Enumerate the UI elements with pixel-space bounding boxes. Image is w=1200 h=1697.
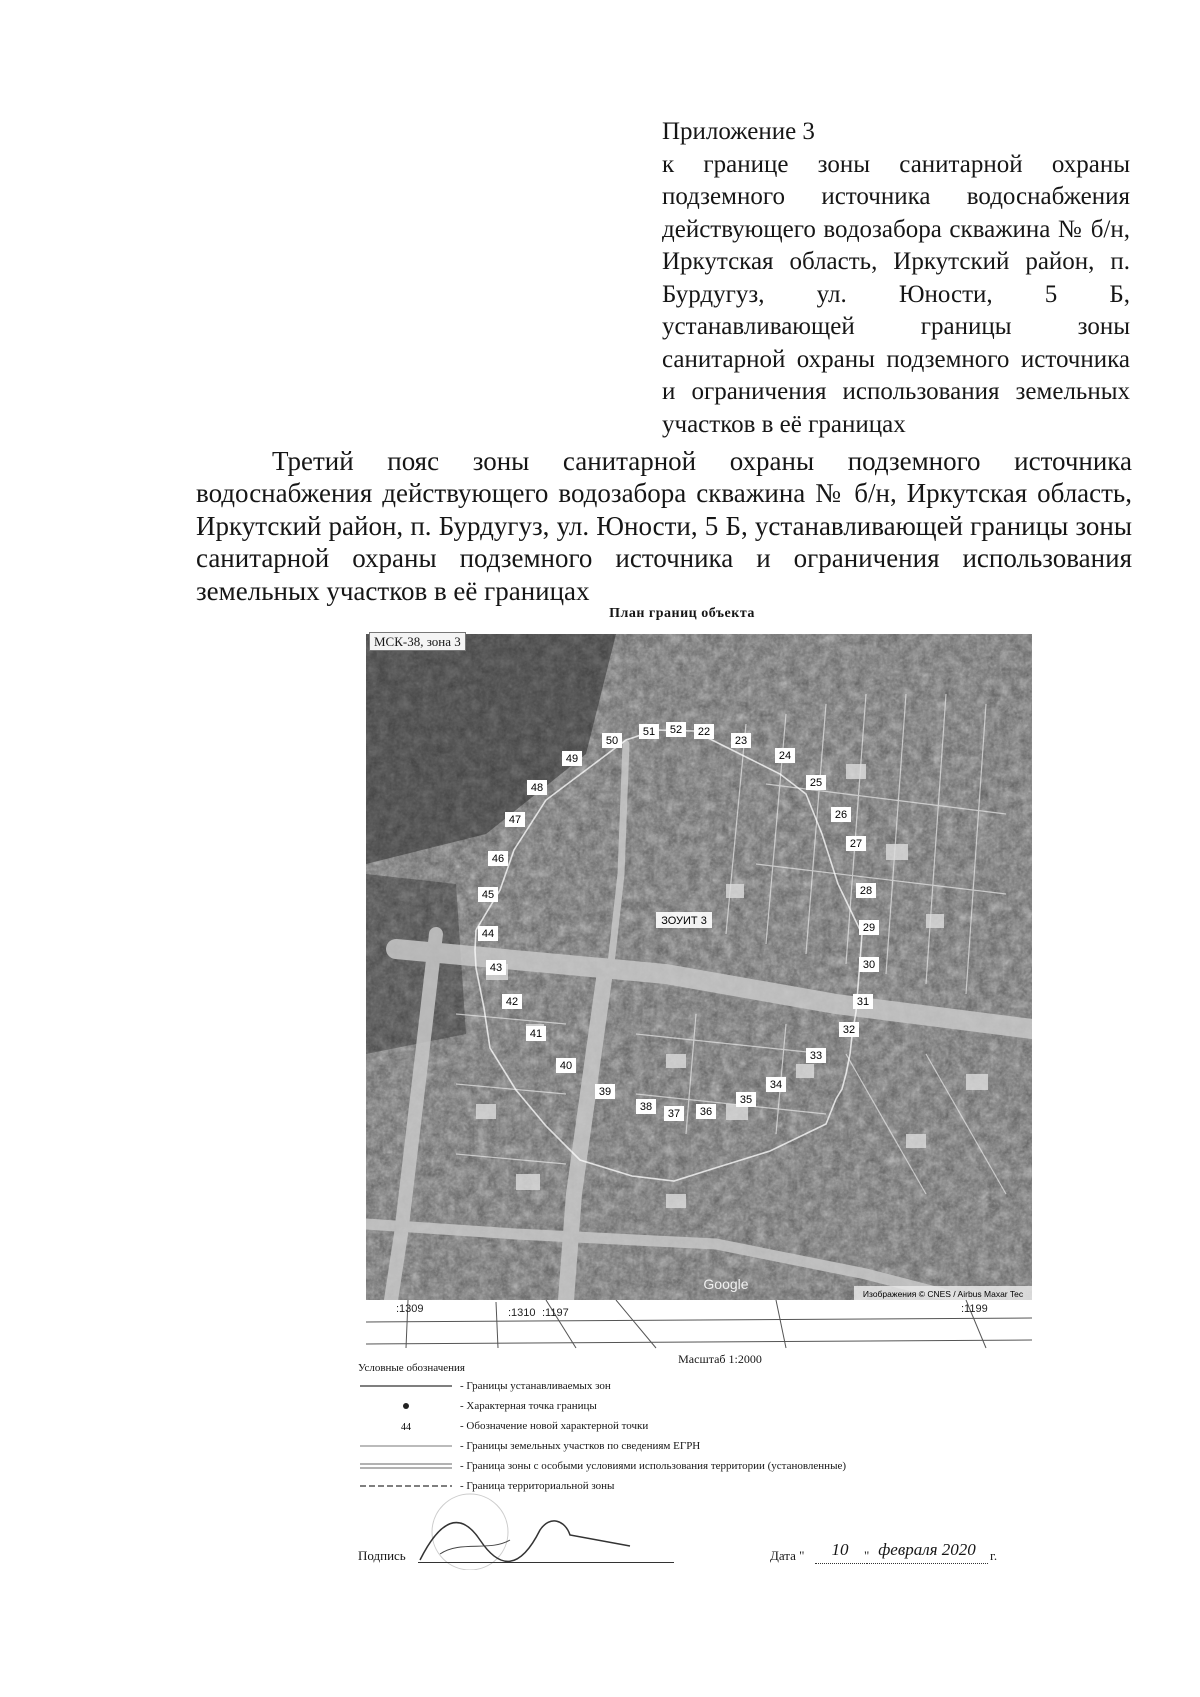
date-quote-close: ": [864, 1548, 870, 1563]
point-label-26: [831, 807, 851, 822]
svg-text:26: 26: [834, 809, 848, 821]
point-number-icon: [358, 1416, 454, 1436]
svg-text:50: 50: [605, 735, 619, 747]
svg-text:51: 51: [642, 726, 656, 738]
svg-text:44: 44: [401, 1422, 411, 1433]
svg-text:32: 32: [842, 1024, 856, 1036]
svg-text:45: 45: [481, 889, 495, 901]
point-label-39: [595, 1084, 615, 1099]
svg-text:24: 24: [778, 750, 792, 762]
point-label-48: [527, 780, 547, 795]
svg-text:23: 23: [734, 735, 748, 747]
svg-text:48: 48: [530, 782, 544, 794]
legend-item-special-zone: - Граница зоны с особыми условиями использования территории (установленные): [358, 1456, 918, 1476]
point-label-38: [636, 1099, 656, 1114]
parcel-1309: :1309: [396, 1303, 424, 1315]
legend-item-land-parcels: - Границы земельных участков по сведениям ЕГРН: [358, 1436, 918, 1456]
dot-icon: [358, 1396, 454, 1416]
appendix-title: Приложение 3: [662, 118, 815, 145]
parcel-1310: :1310: [508, 1307, 536, 1319]
coordinate-system-label: МСК-38, зона 3: [369, 632, 466, 651]
svg-text:27: 27: [849, 838, 863, 850]
thin-line-icon: [358, 1436, 454, 1456]
svg-text:25: 25: [809, 777, 823, 789]
signature-scribble: [400, 1490, 640, 1570]
svg-text:52: 52: [669, 724, 683, 736]
svg-text:29: 29: [862, 922, 876, 934]
date-year-suffix: г.: [990, 1548, 998, 1563]
svg-text:42: 42: [505, 996, 519, 1008]
point-labels: [366, 634, 1032, 1300]
intro-paragraph: Третий пояс зоны санитарной охраны подземного источника водоснабжения действующего водозабора скважина № б/н, Иркутская область, Иркутский район, п. Бурдугуз, ул. Юности, 5 Б, устанавливающей границы зоны санитарной охраны подземного источника и ограничения использования земельных участков в её границах: [196, 446, 1132, 606]
date-day-line: [815, 1563, 865, 1564]
point-label-50: [602, 733, 622, 748]
signature-line: [418, 1562, 674, 1563]
cadastral-lines: [366, 1300, 1032, 1350]
svg-text:39: 39: [598, 1086, 612, 1098]
point-label-34: [766, 1077, 786, 1092]
svg-text:35: 35: [739, 1094, 753, 1106]
point-label-40: [556, 1058, 576, 1073]
svg-text:44: 44: [481, 928, 495, 940]
point-label-45: [478, 887, 498, 902]
point-label-28: [856, 883, 876, 898]
svg-text:31: 31: [856, 996, 870, 1008]
svg-text:34: 34: [769, 1079, 783, 1091]
date-month: февраля 2020: [878, 1540, 976, 1559]
map-scale: Масштаб 1:2000: [678, 1352, 762, 1366]
point-label-51: [639, 724, 659, 739]
legend: [358, 1362, 918, 1496]
appendix-header: [662, 116, 1130, 441]
double-line-icon: [358, 1456, 454, 1476]
appendix-description: к границе зоны санитарной охраны подземного источника водоснабжения действующего водозабора скважина № б/н, Иркутская область, Иркутский район, п. Бурдугуз, ул. Юности, 5 Б, устанавливающей границы зоны санитарной охраны подземного источника и ограничения использования земельных участков в её границах: [662, 150, 1130, 438]
svg-text:33: 33: [809, 1050, 823, 1062]
svg-text:30: 30: [862, 959, 876, 971]
legend-item-territorial-zone: - Граница территориальной зоны: [358, 1476, 918, 1496]
svg-text:49: 49: [565, 753, 579, 765]
google-watermark: [703, 1276, 748, 1292]
legend-item-boundary-point: - Характерная точка границы: [358, 1396, 918, 1416]
point-label-23: [731, 733, 751, 748]
point-label-29: [859, 920, 879, 935]
signature-label: Подпись: [358, 1548, 406, 1563]
svg-text:ЗОУИТ 3: ЗОУИТ 3: [661, 915, 707, 927]
legend-item-new-point-label: 44 - Обозначение новой характерной точки: [358, 1416, 918, 1436]
point-label-33: [806, 1048, 826, 1063]
svg-text:Изображения © CNES / Airbus Ma: Изображения © CNES / Airbus Maxar Tec: [862, 1289, 1024, 1299]
point-label-22: [694, 724, 714, 739]
point-label-43: [486, 960, 506, 975]
plan-title: План границ объекта: [609, 606, 755, 621]
point-label-37: [664, 1106, 684, 1121]
svg-text:43: 43: [489, 962, 503, 974]
date-day: 10: [831, 1540, 849, 1559]
date-label: Дата ": [770, 1548, 805, 1563]
point-label-36: [696, 1104, 716, 1119]
svg-text:28: 28: [859, 885, 873, 897]
point-label-32: [839, 1022, 859, 1037]
point-label-31: [853, 994, 873, 1009]
point-label-41: [526, 1026, 546, 1041]
point-label-49: [562, 751, 582, 766]
satellite-map: [366, 634, 1032, 1300]
svg-text:41: 41: [529, 1028, 543, 1040]
point-label-52: [666, 722, 686, 737]
legend-item-zone-boundary: - Границы устанавливаемых зон: [358, 1376, 918, 1396]
svg-text:47: 47: [508, 814, 522, 826]
point-label-44: [478, 926, 498, 941]
svg-text:38: 38: [639, 1101, 653, 1113]
point-label-47: [505, 812, 525, 827]
solid-line-icon: [358, 1376, 454, 1396]
svg-text:37: 37: [667, 1108, 681, 1120]
svg-text:40: 40: [559, 1060, 573, 1072]
svg-text:22: 22: [697, 726, 711, 738]
imagery-copyright: [854, 1286, 1032, 1300]
svg-text:36: 36: [699, 1106, 713, 1118]
date-month-line: [866, 1563, 988, 1564]
point-label-30: [859, 957, 879, 972]
legend-title: Условные обозначения: [358, 1362, 465, 1374]
zone-label: [656, 912, 712, 928]
svg-text:46: 46: [491, 853, 505, 865]
svg-text:Google: Google: [703, 1276, 749, 1292]
cadastral-strip: [366, 1300, 1032, 1350]
point-label-24: [775, 748, 795, 763]
point-label-27: [846, 836, 866, 851]
parcel-1199: :1199: [961, 1303, 988, 1315]
point-label-25: [806, 775, 826, 790]
point-label-46: [488, 851, 508, 866]
point-label-42: [502, 994, 522, 1009]
parcel-1197: :1197: [542, 1307, 569, 1319]
point-label-35: [736, 1092, 756, 1107]
